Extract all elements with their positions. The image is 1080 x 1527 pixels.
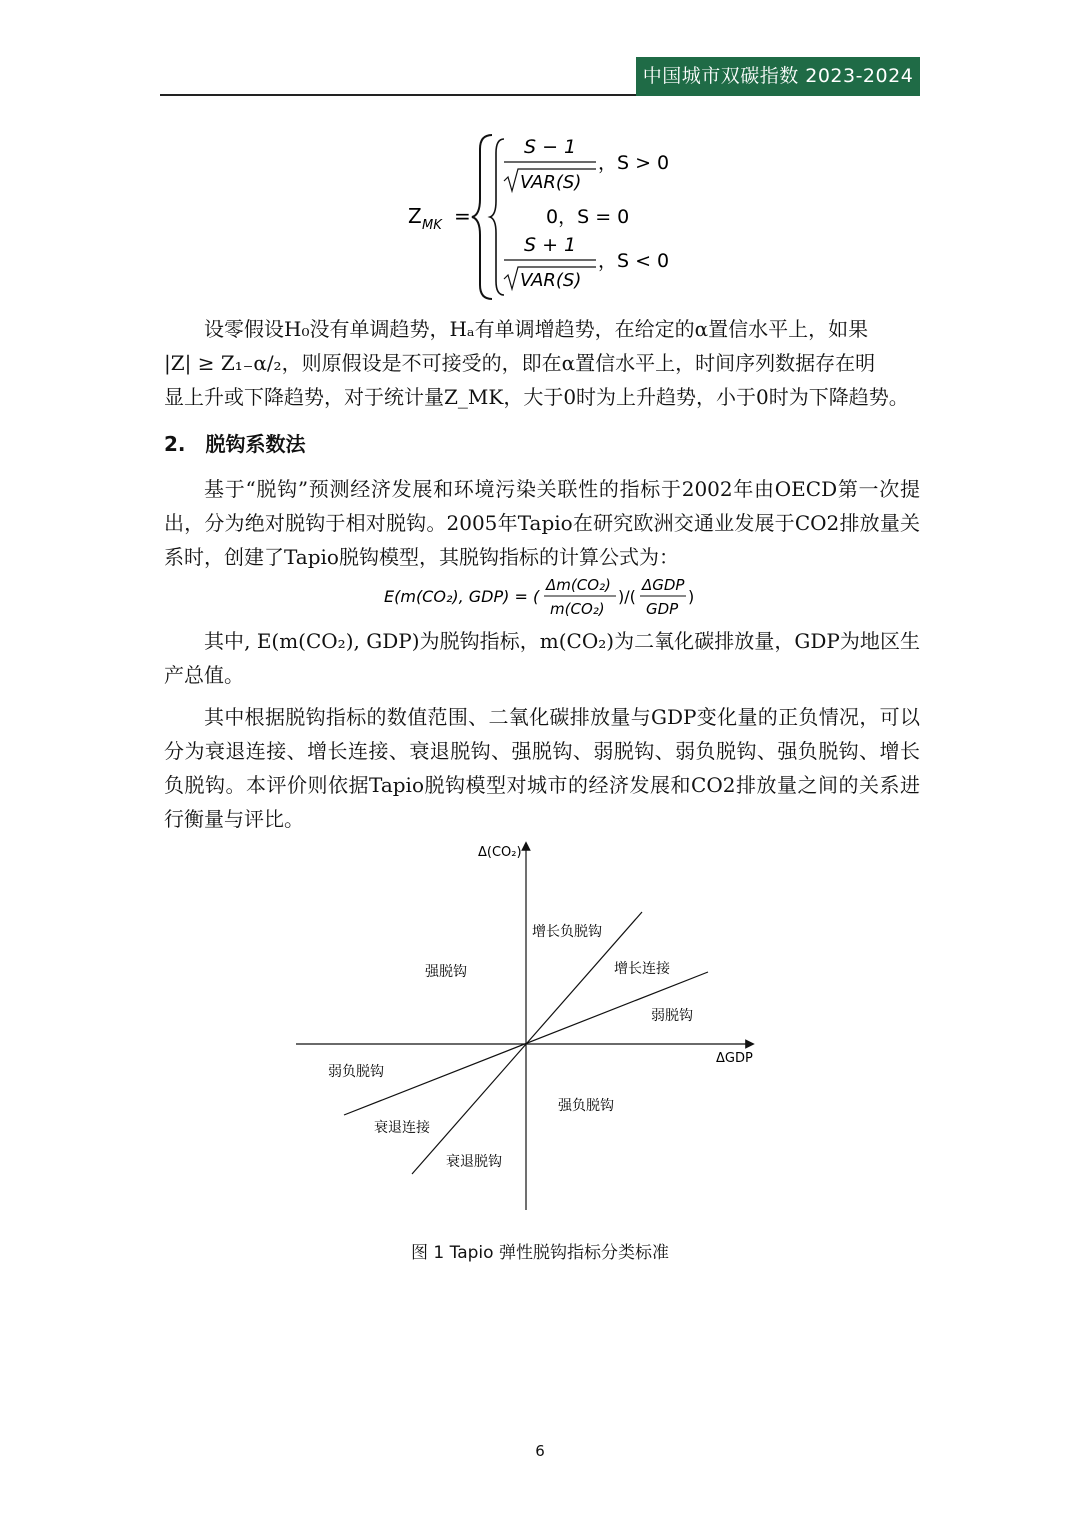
case1-numerator: S − 1 [524,136,577,158]
region-strong-negative-decoupling: 强负脱钩 [558,1098,614,1114]
zmk-equals: = [454,204,471,228]
case1-condition: ，S > 0 [598,152,670,174]
region-recessive-decoupling: 衰退脱钩 [446,1154,502,1170]
case2: 0，S = 0 [546,206,630,228]
x-axis-label: ΔGDP [716,1051,753,1066]
region-strong-decoupling: 强脱钩 [425,964,467,980]
formula-e-den2: GDP [646,600,679,618]
section-title: 2. 脱钩系数法 [164,432,306,456]
formula-decoupling-index [380,568,710,624]
formula-e-num2: ΔGDP [642,576,685,594]
formula-e-mid: )/( [618,587,636,606]
formula-e-lhs: E(m(CO₂), GDP) = ( [384,587,540,606]
paragraph-hypothesis-line2: |Z| ≥ Z₁₋α/₂，则原假设是不可接受的，即在α置信水平上，时间序列数据存在明 [164,351,876,375]
case3-numerator: S + 1 [524,234,577,256]
region-weak-negative-decoupling: 弱负脱钩 [328,1064,384,1080]
region-weak-decoupling: 弱脱钩 [651,1008,693,1024]
figure-caption: 图 1 Tapio 弹性脱钩指标分类标准 [411,1243,669,1263]
zmk-lhs-sub: MK [422,218,442,233]
paragraph-decoupling-intro: 基于“脱钩”预测经济发展和环境污染关联性的指标于2002年由OECD第一次提出，分为绝对脱钩于相对脱钩。2005年Tapio在研究欧洲交通业发展于CO2排放量关系时，创建了Tapio脱钩模型，其脱钩指标的计算公式为： [164,477,920,569]
formula-e-den1: m(CO₂) [550,600,605,618]
formula-e-end: ) [688,587,695,606]
region-recessive-linking: 衰退连接 [374,1120,430,1136]
zmk-lhs: Z [408,204,422,228]
case1-denominator: VAR(S) [520,172,582,193]
formula-e-num1: Δm(CO₂) [546,576,611,594]
inner-brace [490,139,504,295]
page-number: 6 [535,1442,545,1460]
case3-condition: ，S < 0 [598,250,670,272]
running-header: 中国城市双碳指数 2023-2024 [636,57,920,96]
region-growth-negative-decoupling: 增长负脱钩 [532,924,602,940]
paragraph-variable-definitions: 其中, E(m(CO₂), GDP)为脱钩指标，m(CO₂)为二氧化碳排放量，GDP为地区生产总值。 [164,629,920,687]
formula-zmk [400,125,700,305]
region-growth-linking: 增长连接 [614,961,670,977]
paragraph-decoupling-categories: 其中根据脱钩指标的数值范围、二氧化碳排放量与GDP变化量的正负情况，可以分为衰退连接、增长连接、衰退脱钩、强脱钩、弱脱钩、弱负脱钩、强负脱钩、增长负脱钩。本评价则依据Tapio脱钩模型对城市的经济发展和CO2排放量之间的关系进行衡量与评比。 [164,705,920,831]
y-axis-label: Δ(CO₂) [478,845,522,860]
paragraph-hypothesis-line3: 显上升或下降趋势，对于统计量Z_MK，大于0时为上升趋势，小于0时为下降趋势。 [164,385,909,409]
paragraph-hypothesis-line1: 设零假设H₀没有单调趋势，Hₐ有单调增趋势，在给定的α置信水平上，如果 [204,317,869,341]
tapio-decoupling-diagram [290,838,770,1238]
case3-denominator: VAR(S) [520,270,582,291]
